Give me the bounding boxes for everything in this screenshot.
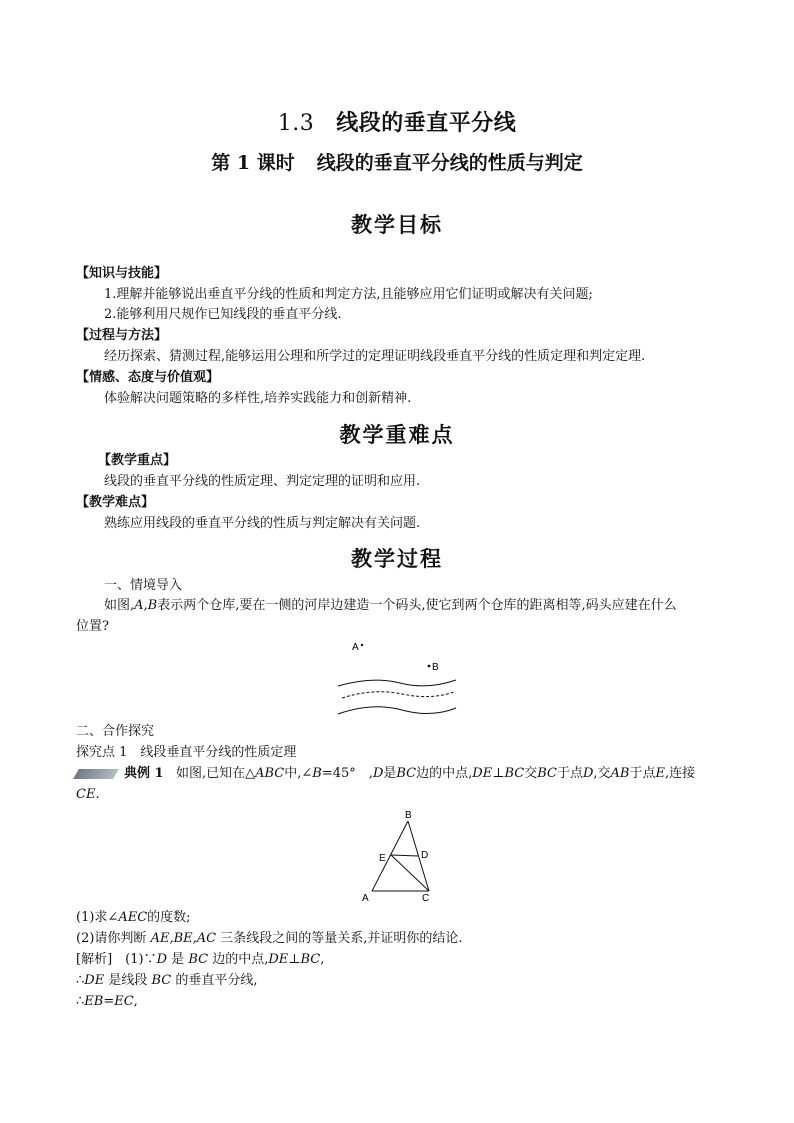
difficulty-label: 【教学难点】 [76, 495, 155, 510]
knowledge-item-1: 1.理解并能够说出垂直平分线的性质和判定方法,且能够应用它们证明或解决有关问题; [104, 287, 593, 302]
difficulty-text: 熟练应用线段的垂直平分线的性质与判定解决有关问题. [104, 516, 421, 531]
fig1-riverbank-top [338, 680, 456, 686]
question-2 [76, 929, 463, 949]
an2-bc: BC [151, 973, 172, 988]
ex-de: DE [472, 766, 493, 781]
fig2-label-a: A [362, 893, 369, 904]
fig1-river-middle [342, 692, 454, 698]
ex-d2: D [582, 766, 594, 781]
fig2-label-d: D [421, 850, 429, 861]
section-number: 1.3 [277, 111, 315, 136]
question-1 [76, 908, 191, 928]
ex-t7: 交 [524, 766, 538, 781]
lesson-number: 第 1 课时 [211, 152, 295, 174]
an1-perp: ⊥ [288, 952, 301, 967]
ex-t9: ,交 [593, 766, 611, 781]
fig1-point-b [428, 665, 431, 668]
ex-t2: 中,∠ [284, 766, 313, 781]
ex-d: D [372, 766, 384, 781]
q2-b: 三条线段之间的等量关系,并证明你的结论. [220, 931, 463, 946]
analysis-label: [解析] [76, 952, 113, 967]
ex-e: E [655, 766, 666, 781]
example-tag-icon [73, 769, 119, 779]
an1-de: DE [268, 952, 289, 967]
explore-title: 二、合作探究 [76, 724, 155, 739]
fig2-label-e: E [379, 853, 386, 864]
intro-title: 一、情境导入 [104, 578, 183, 593]
q1-a: (1)求∠ [76, 910, 119, 925]
fig1-point-a [361, 644, 363, 646]
process-label: 【过程与方法】 [76, 328, 168, 343]
focus-text: 线段的垂直平分线的性质定理、判定定理的证明和应用. [104, 474, 421, 489]
intro-text-a: 如图, [104, 598, 135, 613]
ex-t4: 是 [383, 766, 397, 781]
an1-bc2: BC [300, 952, 321, 967]
example-1-line-1 [76, 764, 695, 784]
emotion-label: 【情感、态度与价值观】 [76, 370, 220, 385]
fig2-label-b: B [405, 810, 412, 821]
ex-abc: ABC [255, 766, 285, 781]
intro-text-ab: A,B [134, 598, 158, 613]
ex-ab: AB [610, 766, 630, 781]
an1-c: 边的中点, [212, 952, 269, 967]
q2-a: (2)请你判断 [76, 931, 147, 946]
an3-eq: EB=EC [84, 994, 134, 1009]
q2-vars: AE,BE,AC [150, 931, 217, 946]
ex-t1: 如图,已知在△ [175, 766, 256, 781]
fig1-riverbank-bottom [338, 707, 456, 714]
emotion-item: 体验解决问题策略的多样性,培养实践能力和创新精神. [104, 391, 412, 406]
triangle-figure [356, 808, 438, 904]
ex-t8: 于点 [556, 766, 583, 781]
explore-point-1: 探究点 1 线段垂直平分线的性质定理 [76, 745, 297, 760]
an2-de: DE [84, 973, 105, 988]
ex-t12: . [95, 787, 100, 802]
goals-heading: 教学目标 [351, 212, 443, 237]
analysis-line-1 [76, 950, 324, 970]
knowledge-item-2: 2.能够利用尺规作已知线段的垂直平分线. [104, 307, 342, 322]
intro-text-line-2: 位置? [76, 619, 109, 634]
lesson-title [0, 148, 794, 175]
fig1-label-b: B [432, 662, 439, 673]
river-figure [328, 638, 468, 722]
section-title [0, 106, 794, 137]
q1-b: 的度数; [147, 910, 191, 925]
ex-t3: =45° , [321, 766, 373, 781]
analysis-line-3 [76, 992, 138, 1012]
focus-label: 【教学重点】 [98, 453, 177, 468]
ex-ce: CE [76, 787, 96, 802]
ex-t6: ⊥ [492, 766, 505, 781]
q1-aec: AEC [118, 910, 148, 925]
analysis-line-2 [76, 971, 258, 991]
fig2-side-ab [372, 821, 408, 891]
intro-text-line-1 [104, 596, 677, 616]
ex-t11: ,连接 [665, 766, 696, 781]
an1-bc: BC [188, 952, 209, 967]
an2-a: ∴ [76, 973, 85, 988]
an3-a: ∴ [76, 994, 85, 1009]
lesson-title-text: 线段的垂直平分线的性质与判定 [316, 152, 583, 174]
example-1-line-2 [76, 785, 100, 805]
an1-e: , [320, 952, 325, 967]
ex-t5: 边的中点, [416, 766, 473, 781]
example-label: 典例 1 [124, 766, 164, 781]
an2-c: 的垂直平分线, [175, 973, 258, 988]
ex-b: B [312, 766, 322, 781]
fig1-label-a: A [352, 642, 359, 653]
an3-b: , [133, 994, 138, 1009]
an1-a: (1)∵ [112, 952, 157, 967]
ex-bc3: BC [537, 766, 557, 781]
ex-bc2: BC [504, 766, 525, 781]
ex-t10: 于点 [629, 766, 656, 781]
an1-b: 是 [171, 952, 185, 967]
keypoints-heading: 教学重难点 [339, 422, 455, 447]
an2-b: 是线段 [108, 973, 148, 988]
intro-text-b: 表示两个仓库,要在一侧的河岸边建造一个码头,使它到两个仓库的距离相等,码头应建在什么 [157, 598, 677, 613]
fig2-segment-de [391, 855, 418, 856]
process-item: 经历探索、猜测过程,能够运用公理和所学过的定理证明线段垂直平分线的性质定理和判定定理. [104, 349, 646, 364]
an1-d: D [156, 952, 168, 967]
section-title-text: 线段的垂直平分线 [336, 110, 517, 136]
fig2-label-c: C [422, 893, 430, 904]
process-heading: 教学过程 [351, 546, 443, 571]
ex-bc: BC [396, 766, 417, 781]
knowledge-label: 【知识与技能】 [76, 266, 168, 281]
